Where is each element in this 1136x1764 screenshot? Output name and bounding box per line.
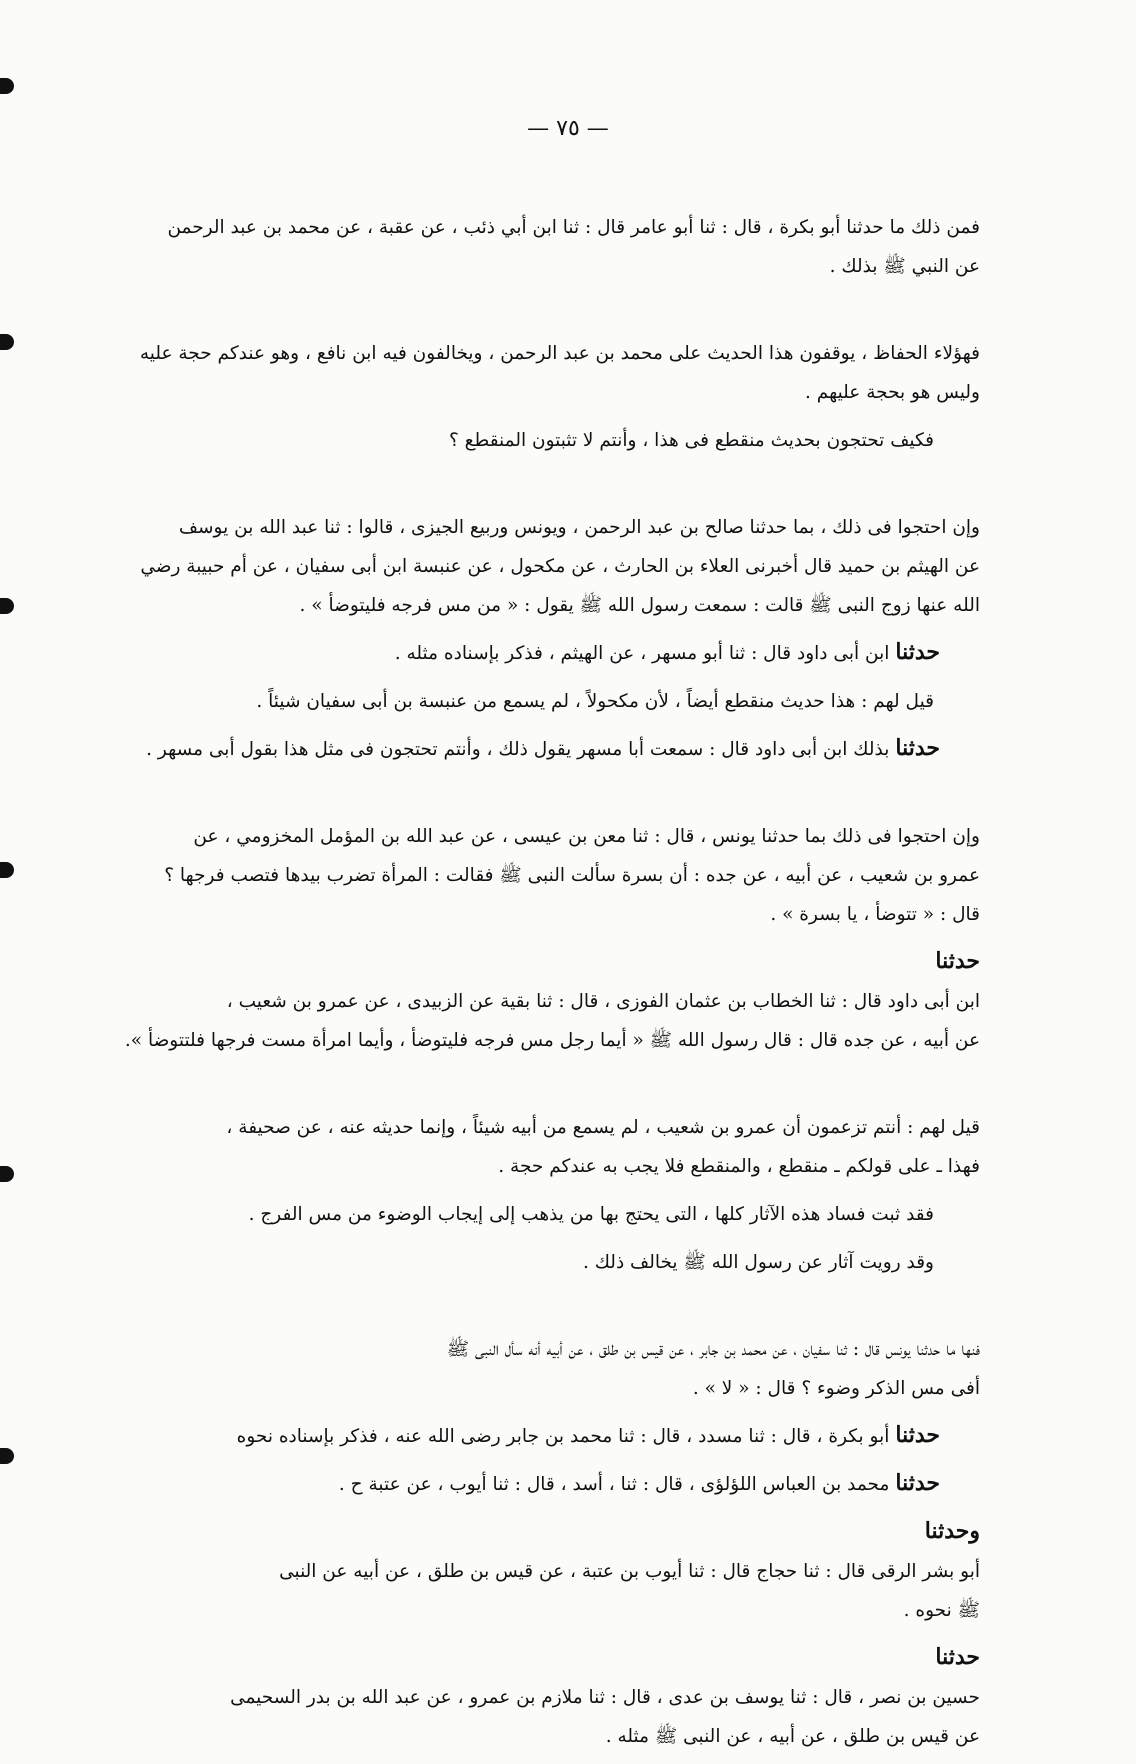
punch-hole bbox=[0, 78, 14, 94]
paragraph: قيل لهم : هذا حديث منقطع أيضاً ، لأن مكحولاً ، لم يسمع من عنبسة بن أبى سفيان شيئاً . bbox=[256, 691, 934, 712]
paragraph: فهؤلاء الحفاظ ، يوقفون هذا الحديث على محمد بن عبد الرحمن ، ويخالفون فيه ابن نافع ، وهو عندكم حجة عليه وليس هو بحجة عليهم . bbox=[139, 343, 980, 403]
body-text bbox=[100, 168, 980, 1764]
paragraph: فنها ما حدثنا يونس قال : ثنا سفيان ، عن محمد بن جابر ، عن قيس بن طلق ، عن أبيه أنه سأل النبى ﷺ أفى مس الذكر وضوء ؟ قال : « لا » . bbox=[446, 1339, 980, 1399]
punch-hole bbox=[0, 598, 14, 614]
paragraph: وإن احتجوا فى ذلك بما حدثنا يونس ، قال : ثنا معن بن عيسى ، عن عبد الله بن المؤمل المخزومي ، عن عمرو بن شعيب ، عن أبيه ، عن جده : أن بسرة سألت النبى ﷺ فقالت : المرأة تضرب بيدها فتصب فرجها ؟ قال : « تتوضأ ، يا بسرة » . bbox=[164, 826, 980, 925]
page-number: — ٧٥ — bbox=[527, 116, 609, 141]
paragraph: حدثنابذلك ابن أبى داود قال : سمعت أبا مسهر يقول ذلك ، وأنتم تحتجون فى مثل هذا بقول أبى مسهر . bbox=[146, 735, 940, 761]
paragraph: حدثنا حسين بن نصر ، قال : ثنا يوسف بن عدى ، قال : ثنا ملازم بن عمرو ، عن عبد الله بن بدر السحيمى عن قيس بن طلق ، عن أبيه ، عن النبى ﷺ مثله . bbox=[230, 1644, 980, 1747]
paragraph: فكيف تحتجون بحديث منقطع فى هذا ، وأنتم لا تثبتون المنقطع ؟ bbox=[448, 430, 934, 451]
paragraph: حدثناأبو بكرة ، قال : ثنا مسدد ، قال : ثنا محمد بن جابر رضى الله عنه ، فذكر بإسناده نحوه bbox=[236, 1422, 940, 1448]
paragraph: وقد رويت آثار عن رسول الله ﷺ يخالف ذلك . bbox=[582, 1252, 934, 1273]
punch-hole bbox=[0, 1166, 14, 1182]
paragraph: حدثنا ابن أبى داود قال : ثنا الخطاب بن عثمان الفوزى ، قال : ثنا بقية عن الزبيدى ، عن عمرو بن شعيب ، عن أبيه ، عن جده قال : قال رسول الله ﷺ « أيما رجل مس فرجه فليتوضأ ، وأيما امرأة مست فرجها فلتتوضأ ». bbox=[124, 948, 980, 1051]
paragraph: حدثناابن أبى داود قال : ثنا أبو مسهر ، عن الهيثم ، فذكر بإسناده مثله . bbox=[394, 639, 940, 665]
paragraph: وإن احتجوا فى ذلك ، بما حدثنا صالح بن عبد الرحمن ، ويونس وربيع الجيزى ، قالوا : ثنا عبد الله بن يوسف عن الهيثم بن حميد قال أخبرنى العلاء بن الحارث ، عن مكحول ، عن عنبسة ابن أبى سفيان ، عن أم حبيبة رضي الله عنها زوج النبى ﷺ قالت : سمعت رسول الله ﷺ يقول : « من مس فرجه فليتوضأ » . bbox=[140, 517, 980, 616]
paragraph: حدثنامحمد بن العباس اللؤلؤى ، قال : ثنا ، أسد ، قال : ثنا أيوب ، عن عتبة ح . bbox=[338, 1470, 940, 1496]
punch-hole bbox=[0, 862, 14, 878]
paragraph: فقد ثبت فساد هذه الآثار كلها ، التى يحتج بها من يذهب إلى إيجاب الوضوء من مس الفرج . bbox=[248, 1204, 934, 1225]
punch-hole bbox=[0, 1448, 14, 1464]
punch-hole bbox=[0, 334, 14, 350]
paragraph: وحدثنا أبو بشر الرقى قال : ثنا حجاج قال : ثنا أيوب بن عتبة ، عن قيس بن طلق ، عن أبيه عن النبى ﷺ نحوه . bbox=[279, 1518, 980, 1621]
paragraph: قيل لهم : أنتم تزعمون أن عمرو بن شعيب ، لم يسمع من أبيه شيئاً ، وإنما حديثه عنه ، عن صحيفة ، فهذا ـ على قولكم ـ منقطع ، والمنقطع فلا يجب به عندكم حجة . bbox=[226, 1117, 980, 1177]
paragraph: فمن ذلك ما حدثنا أبو بكرة ، قال : ثنا أبو عامر قال : ثنا ابن أبي ذئب ، عن عقبة ، عن محمد بن عبد الرحمن عن النبي ﷺ بذلك . bbox=[167, 217, 980, 277]
